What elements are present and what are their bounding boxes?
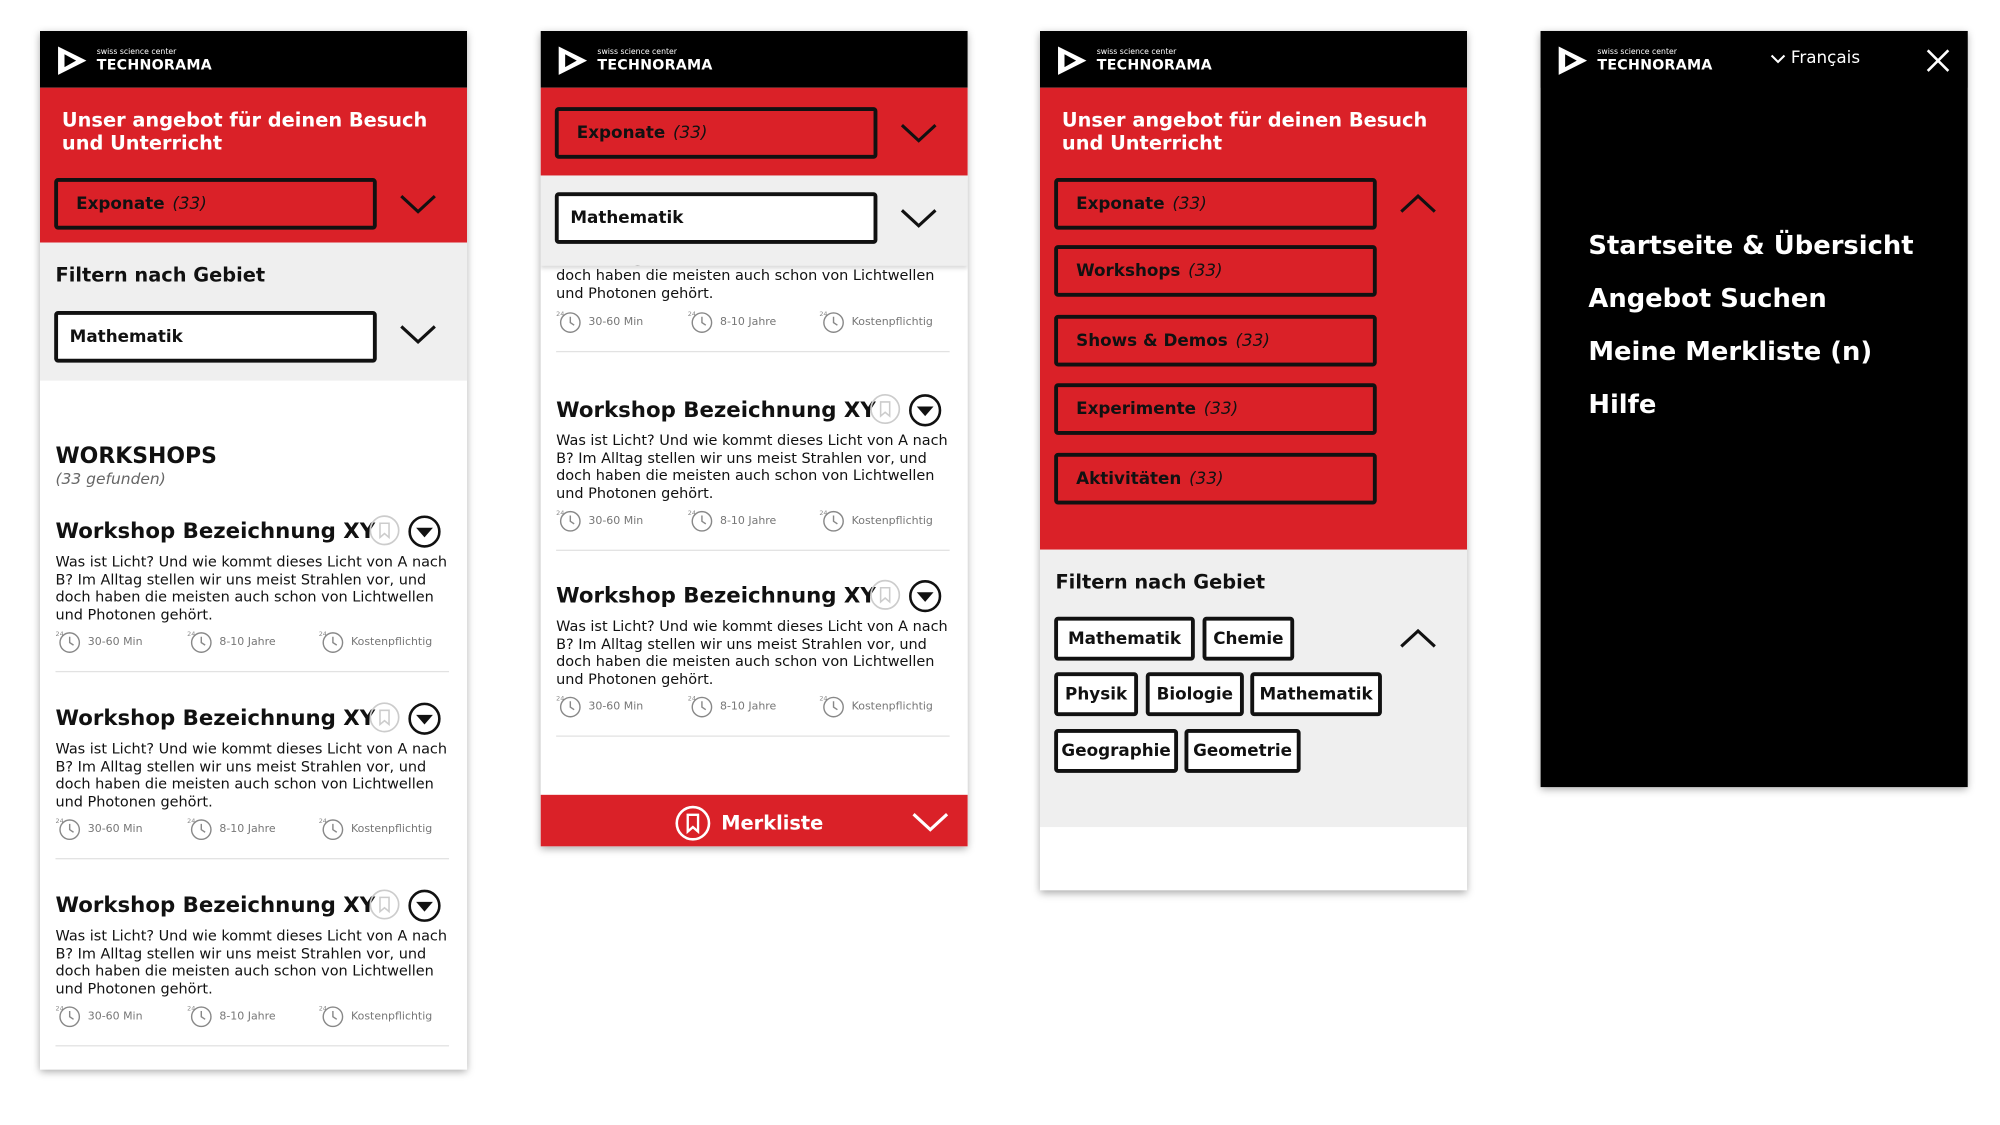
meta-age: 24 8-10 Jahre [187,1004,276,1030]
clock-24-icon [187,817,213,843]
divider [55,1045,449,1046]
bookmark-icon[interactable] [369,702,400,733]
card-meta [556,310,950,338]
svg-text:24: 24 [55,630,64,639]
divider [556,550,950,551]
chevron-down-icon[interactable] [399,192,438,215]
card-meta [556,694,950,722]
card-description: Was ist Licht? Und wie kommt dieses Licht von A nach B? Im Alltag stellen wir uns meist Strahlen vor, und doch haben die meisten auch schon von Lichtwellen und Photonen gehört. [55,553,448,623]
meta-cost: 24 Kostenpflichtig [819,694,933,720]
category-option-exponate[interactable]: Exponate (33) [1054,178,1377,230]
header-title: Unser angebot für deinen Besuch und Unterricht [1061,108,1428,155]
card-description: Was ist Licht? Und wie kommt dieses Licht von A nach B? Im Alltag stellen wir uns meist Strahlen vor, und doch haben die meisten auch schon von Lichtwellen und Photonen gehört. [556,618,948,688]
meta-age: 24 8-10 Jahre [688,508,777,534]
svg-text:24: 24 [819,508,828,517]
brand-tagline: swiss science center [597,47,677,57]
bookmark-icon [675,805,711,841]
language-select[interactable] [1770,49,1860,68]
chevron-up-icon[interactable] [1399,192,1438,215]
card-description: Was ist Licht? Und wie kommt dieses Licht von A nach B? Im Alltag stellen wir uns meist Strahlen vor, und doch haben die meisten auch schon von Lichtwellen und Photonen gehört. [55,927,448,997]
phone-screen-expanded [1040,31,1467,890]
merkliste-label: Merkliste [721,811,824,835]
top-bar [40,31,467,88]
card-meta [556,508,950,536]
download-circle-icon[interactable] [908,579,942,613]
section-title: WORKSHOPS [55,443,217,470]
card-description: Was ist Licht? Und wie kommt dieses Licht von A nach B? Im Alltag stellen wir uns meist Strahlen vor, und doch haben die meisten auch schon von Lichtwellen und Photonen gehört. [556,432,948,502]
download-circle-icon[interactable] [408,515,442,549]
svg-text:24: 24 [556,310,565,319]
download-circle-icon[interactable] [408,702,442,736]
svg-text:24: 24 [556,508,565,517]
svg-text:24: 24 [819,310,828,319]
tag-mathematik-2[interactable]: Mathematik [1250,672,1382,716]
category-count: (33) [672,123,708,143]
meta-age: 24 8-10 Jahre [688,694,777,720]
chevron-down-icon[interactable] [399,323,438,346]
meta-duration: 24 30-60 Min [556,310,643,336]
meta-age: 24 8-10 Jahre [187,817,276,843]
svg-text:24: 24 [687,694,696,703]
section-found-count: (33 gefunden) [55,469,166,488]
technorama-logo-icon [1055,44,1089,78]
technorama-logo-icon [55,44,89,78]
clock-24-icon [319,1004,345,1030]
workshop-card[interactable] [556,583,947,751]
brand-logo[interactable] [1556,44,1713,78]
filter-select[interactable] [555,192,878,244]
card-title: Workshop Bezeichnung XY [556,583,876,608]
brand-logo[interactable] [556,44,713,78]
divider [55,858,449,859]
top-bar [1541,31,1968,88]
clock-24-icon [187,630,213,656]
brand-logo[interactable] [55,44,212,78]
card-title: Workshop Bezeichnung XY [556,397,876,422]
language-label: Français [1790,49,1861,69]
svg-text:24: 24 [556,694,565,703]
nav-hilfe[interactable]: Hilfe [1588,388,1657,420]
svg-text:24: 24 [819,694,828,703]
header-title: Unser angebot für deinen Besuch und Unterricht [61,108,428,155]
clock-24-icon [187,1004,213,1030]
chevron-up-icon[interactable] [1399,627,1438,650]
card-meta [55,630,449,658]
sticky-filter-panel [541,175,968,265]
phone-screen-scrolled [541,31,968,846]
divider [556,735,950,736]
category-option-aktivitaeten[interactable]: Aktivitäten (33) [1054,453,1377,505]
phone-screen-menu [1541,31,1968,787]
filter-panel [40,243,467,381]
clock-24-icon [55,1004,81,1030]
category-select-exponate[interactable] [54,178,377,230]
download-circle-icon[interactable] [908,394,942,428]
divider [556,351,950,352]
workshop-card[interactable] [55,706,446,874]
meta-duration: 24 30-60 Min [55,630,142,656]
brand-logo[interactable] [1055,44,1212,78]
svg-text:24: 24 [187,817,196,826]
workshop-card[interactable] [55,519,446,687]
header-panel [40,88,467,243]
meta-cost: 24 Kostenpflichtig [319,1004,433,1030]
filter-selected-value: Mathematik [69,327,183,347]
meta-duration: 24 30-60 Min [556,694,643,720]
chevron-down-icon[interactable] [899,206,938,229]
tag-mathematik[interactable]: Mathematik [1054,617,1195,661]
clock-24-icon [819,310,845,336]
meta-age: 24 8-10 Jahre [688,310,777,336]
svg-text:24: 24 [318,630,327,639]
filter-select[interactable] [54,311,377,363]
category-count: (33) [172,194,207,214]
tag-biologie[interactable]: Biologie [1146,672,1244,716]
meta-duration: 24 30-60 Min [556,508,643,534]
brand-name: TECHNORAMA [597,56,713,74]
bookmark-icon[interactable] [369,889,400,920]
nav-merkliste[interactable]: Meine Merkliste (n) [1588,335,1873,367]
category-label: Exponate [576,123,666,143]
clock-24-icon [556,694,582,720]
tag-geographie[interactable]: Geographie [1054,729,1178,773]
clock-24-icon [556,310,582,336]
merkliste-bar[interactable] [541,795,968,847]
category-select-exponate[interactable] [555,107,878,159]
tag-physik[interactable]: Physik [1054,672,1138,716]
svg-text:24: 24 [187,630,196,639]
workshop-card[interactable] [556,397,947,565]
phone-screen-list [40,31,467,1070]
bookmark-icon[interactable] [870,579,901,610]
card-description: doch haben die meisten auch schon von Lichtwellen und Photonen gehört. [556,267,935,302]
clock-24-icon [819,508,845,534]
top-bar [1040,31,1467,88]
bookmark-icon[interactable] [369,515,400,546]
brand-name: TECHNORAMA [96,56,212,74]
filter-selected-value: Mathematik [570,208,684,228]
meta-duration: 24 30-60 Min [55,1004,142,1030]
category-option-workshops[interactable]: Workshops (33) [1054,245,1377,297]
clock-24-icon [556,508,582,534]
chevron-down-icon [1770,54,1785,64]
meta-duration: 24 30-60 Min [55,817,142,843]
card-meta [55,1004,449,1032]
category-option-experimente[interactable]: Experimente (33) [1054,383,1377,435]
merkliste-button[interactable] [675,805,823,841]
clock-24-icon [319,817,345,843]
brand-name: TECHNORAMA [1096,56,1212,74]
meta-age: 24 8-10 Jahre [187,630,276,656]
nav-angebot-suchen[interactable]: Angebot Suchen [1588,282,1827,314]
close-icon[interactable] [1925,48,1951,74]
technorama-logo-icon [1556,44,1590,78]
filter-title: Filtern nach Gebiet [1055,570,1266,594]
top-bar [541,31,968,88]
category-option-shows[interactable]: Shows & Demos (33) [1054,315,1377,367]
brand-tagline: swiss science center [1096,47,1177,57]
workshop-card[interactable] [55,893,446,1061]
category-label: Exponate [76,194,165,214]
divider [55,671,449,672]
clock-24-icon [688,310,714,336]
chevron-down-icon[interactable] [911,810,950,833]
clock-24-icon [819,694,845,720]
brand-name: TECHNORAMA [1597,56,1713,74]
meta-cost: 24 Kostenpflichtig [819,310,933,336]
card-description: Was ist Licht? Und wie kommt dieses Licht von A nach B? Im Alltag stellen wir uns meist Strahlen vor, und doch haben die meisten auch schon von Lichtwellen und Photonen gehört. [55,740,448,810]
svg-text:24: 24 [687,310,696,319]
svg-text:24: 24 [687,508,696,517]
download-circle-icon[interactable] [408,889,442,923]
meta-cost: 24 Kostenpflichtig [319,817,433,843]
brand-tagline: swiss science center [1597,47,1677,57]
tag-chemie[interactable]: Chemie [1203,617,1295,661]
meta-cost: 24 Kostenpflichtig [319,630,433,656]
bookmark-icon[interactable] [870,394,901,425]
clock-24-icon [319,630,345,656]
nav-startseite[interactable]: Startseite & Übersicht [1588,229,1914,261]
card-title: Workshop Bezeichnung XY [55,518,376,544]
svg-text:24: 24 [55,1004,64,1013]
category-panel-expanded [1040,88,1467,550]
svg-text:24: 24 [318,817,327,826]
clock-24-icon [688,694,714,720]
clock-24-icon [55,630,81,656]
card-title: Workshop Bezeichnung XY [55,705,376,731]
filter-title: Filtern nach Gebiet [55,263,266,287]
svg-text:24: 24 [187,1004,196,1013]
clock-24-icon [55,817,81,843]
technorama-logo-icon [556,44,590,78]
svg-text:24: 24 [55,817,64,826]
clock-24-icon [688,508,714,534]
chevron-down-icon[interactable] [899,121,938,144]
sticky-category-panel [541,88,968,176]
svg-text:24: 24 [318,1004,327,1013]
filter-panel-expanded [1040,550,1467,827]
tag-geometrie[interactable]: Geometrie [1184,729,1300,773]
card-title: Workshop Bezeichnung XY [55,892,376,918]
meta-cost: 24 Kostenpflichtig [819,508,933,534]
card-meta [55,817,449,845]
brand-tagline: swiss science center [96,47,177,57]
